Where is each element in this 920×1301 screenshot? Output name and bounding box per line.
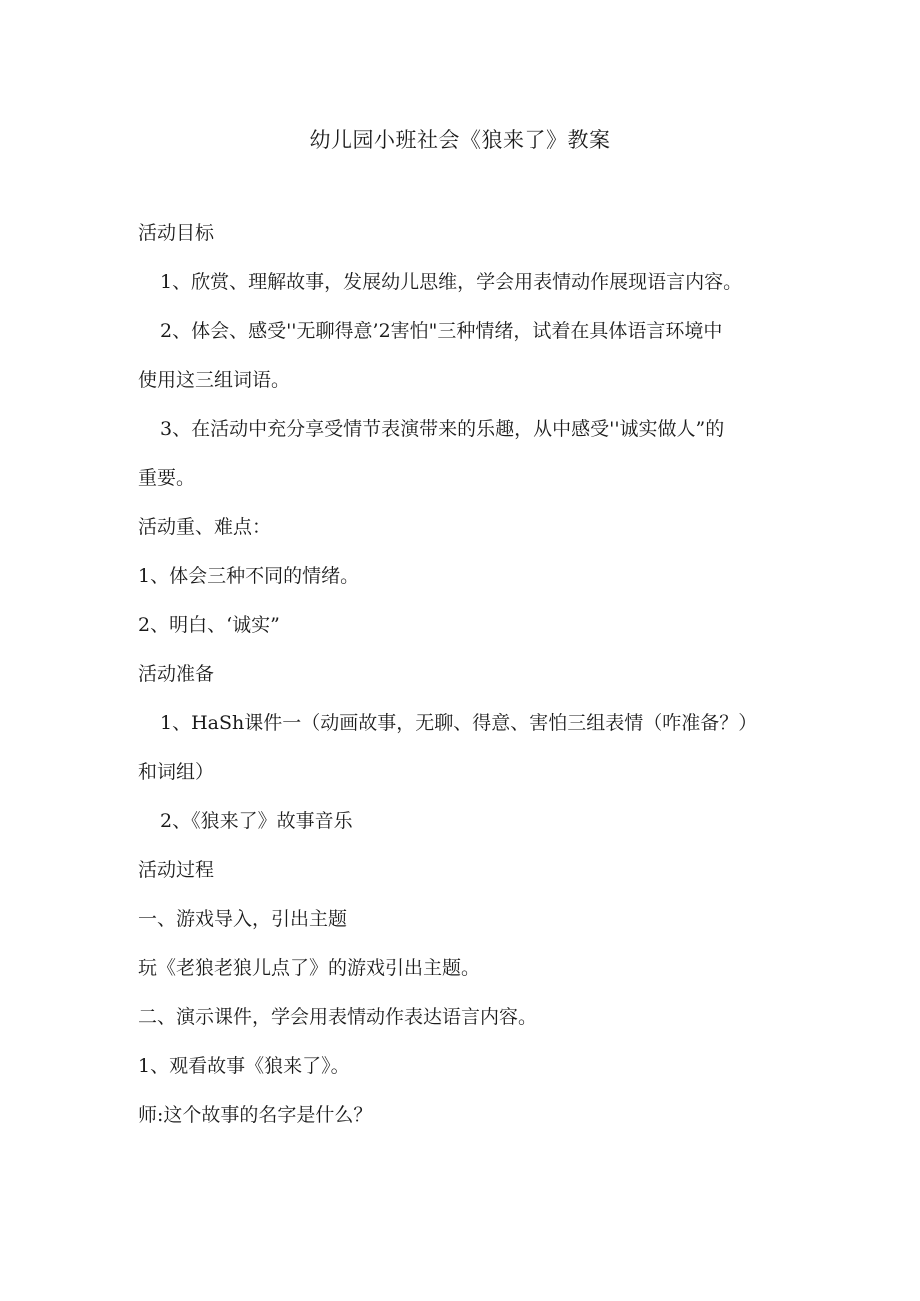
goal-item-1: 1、欣赏、理解故事，发展幼儿思维，学会用表情动作展现语言内容。: [160, 271, 743, 293]
heading-key-difficulties: 活动重、难点：: [138, 516, 272, 538]
preparation-item-2: 2、《狼来了》故事音乐: [160, 810, 353, 832]
document-title: 幼儿园小班社会《狼来了》教案: [309, 128, 611, 152]
goal-item-2-continued: 使用这三组词语。: [138, 369, 291, 391]
preparation-item-1-continued: 和词组）: [138, 761, 215, 783]
process-step-2: 二、演示课件，学会用表情动作表达语言内容。: [138, 1006, 538, 1028]
process-step-2-item-1: 1、观看故事《狼来了》。: [138, 1055, 350, 1077]
goal-item-3: 3、在活动中充分享受情节表演带来的乐趣，从中感受''诚实做人”的: [160, 418, 725, 440]
process-step-1-text: 玩《老狼老狼儿点了》的游戏引出主题。: [138, 957, 481, 979]
heading-process: 活动过程: [138, 859, 215, 881]
teacher-question: 师:这个故事的名字是什么？: [138, 1104, 373, 1126]
heading-preparation: 活动准备: [138, 663, 215, 685]
preparation-item-1: 1、HaSh课件一（动画故事，无聊、得意、害怕三组表情（咋准备？）: [160, 712, 758, 734]
process-step-1: 一、游戏导入，引出主题: [138, 908, 348, 930]
goal-item-3-continued: 重要。: [138, 467, 196, 489]
heading-activity-goals: 活动目标: [138, 222, 215, 244]
difficulty-item-2: 2、明白、‘诚实”: [138, 614, 280, 636]
difficulty-item-1: 1、体会三种不同的情绪。: [138, 565, 360, 587]
goal-item-2: 2、体会、感受''无聊得意’2害怕"三种情绪，试着在具体语言环境中: [160, 320, 723, 342]
